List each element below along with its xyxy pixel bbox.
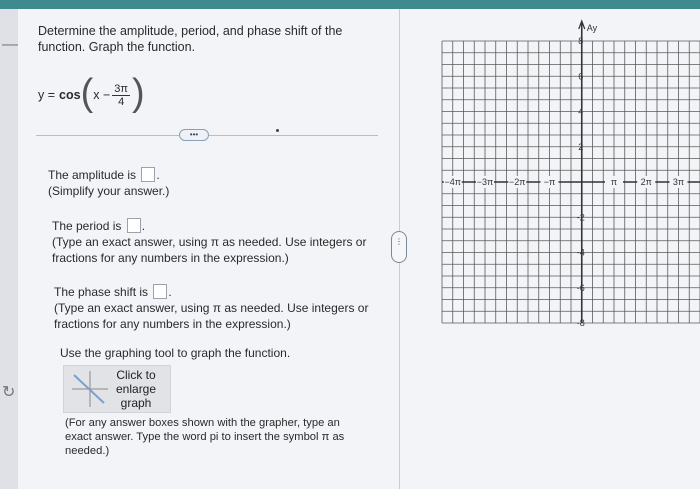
cursor-dot — [276, 129, 279, 132]
x-tick-label: π — [610, 177, 618, 187]
fraction-denominator: 4 — [118, 95, 125, 108]
graphing-tool-instruction: Use the graphing tool to graph the function. — [60, 346, 291, 360]
x-tick-label: −π — [543, 177, 556, 187]
phase-answer-box[interactable] — [153, 284, 167, 299]
period-hint: (Type an exact answer, using π as needed. Use integers or fractions for any numbers in the expression.) — [52, 235, 367, 265]
equation-x: x − — [93, 88, 111, 102]
y-tick-label: 4 — [578, 106, 584, 117]
equation-fraction — [112, 83, 130, 108]
x-tick-label: −4π — [444, 177, 461, 187]
x-tick-label: 2π — [640, 177, 652, 187]
y-tick-label: -2 — [576, 212, 585, 223]
period-answer-box[interactable] — [127, 218, 141, 233]
top-bar — [0, 0, 700, 9]
right-paren: ) — [131, 72, 145, 114]
enlarge-line-3: graph — [120, 396, 152, 410]
x-tick-label: −2π — [509, 177, 526, 187]
more-options-button[interactable]: ••• — [179, 129, 209, 141]
page-turn-icon: ↻ — [2, 384, 16, 401]
equation — [38, 71, 145, 119]
tick-mark-icon: — — [2, 36, 18, 53]
x-tick-label: −3π — [476, 177, 494, 187]
equation-function: cos — [59, 88, 81, 102]
footnote-text: (For any answer boxes shown with the grapher, type an exact answer. Type the word pi to insert the symbol π as needed.) — [65, 417, 345, 457]
phase-block: The phase shift is . (Type an exact answer, using π as needed. Use integers or fractions for any numbers in the expression.) — [54, 284, 374, 332]
amplitude-hint: (Simplify your answer.) — [48, 184, 170, 198]
amplitude-label: The amplitude is — [48, 168, 137, 182]
question-text: Determine the amplitude, period, and phase shift of the function. Graph the function. — [38, 24, 343, 54]
left-paren: ( — [80, 72, 94, 114]
enlarge-graph-label — [116, 368, 156, 410]
grapher-footnote — [65, 416, 365, 458]
period-block: The period is . (Type an exact answer, using π as needed. Use integers or fractions for any numbers in the expression.) — [52, 218, 372, 266]
graph-thumbnail-icon — [70, 369, 110, 409]
amplitude-block: The amplitude is . (Simplify your answer.) — [48, 167, 368, 199]
enlarge-graph-button[interactable] — [63, 365, 171, 413]
phase-hint: (Type an exact answer, using π as needed. Use integers or fractions for any numbers in the expression.) — [54, 301, 369, 331]
y-tick-label: 8 — [578, 36, 584, 46]
enlarge-line-1: Click to — [116, 368, 156, 382]
question-panel — [18, 9, 700, 489]
y-axis-label: Ay — [586, 23, 598, 33]
panel-resize-handle[interactable]: ⋮ — [391, 231, 407, 263]
y-tick-label: -4 — [576, 247, 585, 258]
y-tick-label: 2 — [578, 141, 584, 152]
enlarge-line-2: enlarge — [116, 382, 157, 396]
coordinate-graph[interactable] — [418, 17, 700, 342]
y-tick-label: -6 — [576, 282, 585, 293]
y-tick-label: 6 — [578, 71, 584, 82]
amplitude-answer-box[interactable] — [141, 167, 155, 182]
y-tick-label: -8 — [576, 318, 585, 328]
page-edge — [0, 9, 18, 489]
fraction-numerator: 3π — [114, 82, 128, 95]
period-label: The period is — [52, 219, 122, 233]
phase-label: The phase shift is — [54, 285, 149, 299]
equation-lhs: y = — [38, 88, 56, 102]
x-tick-label: 3π — [672, 177, 685, 187]
